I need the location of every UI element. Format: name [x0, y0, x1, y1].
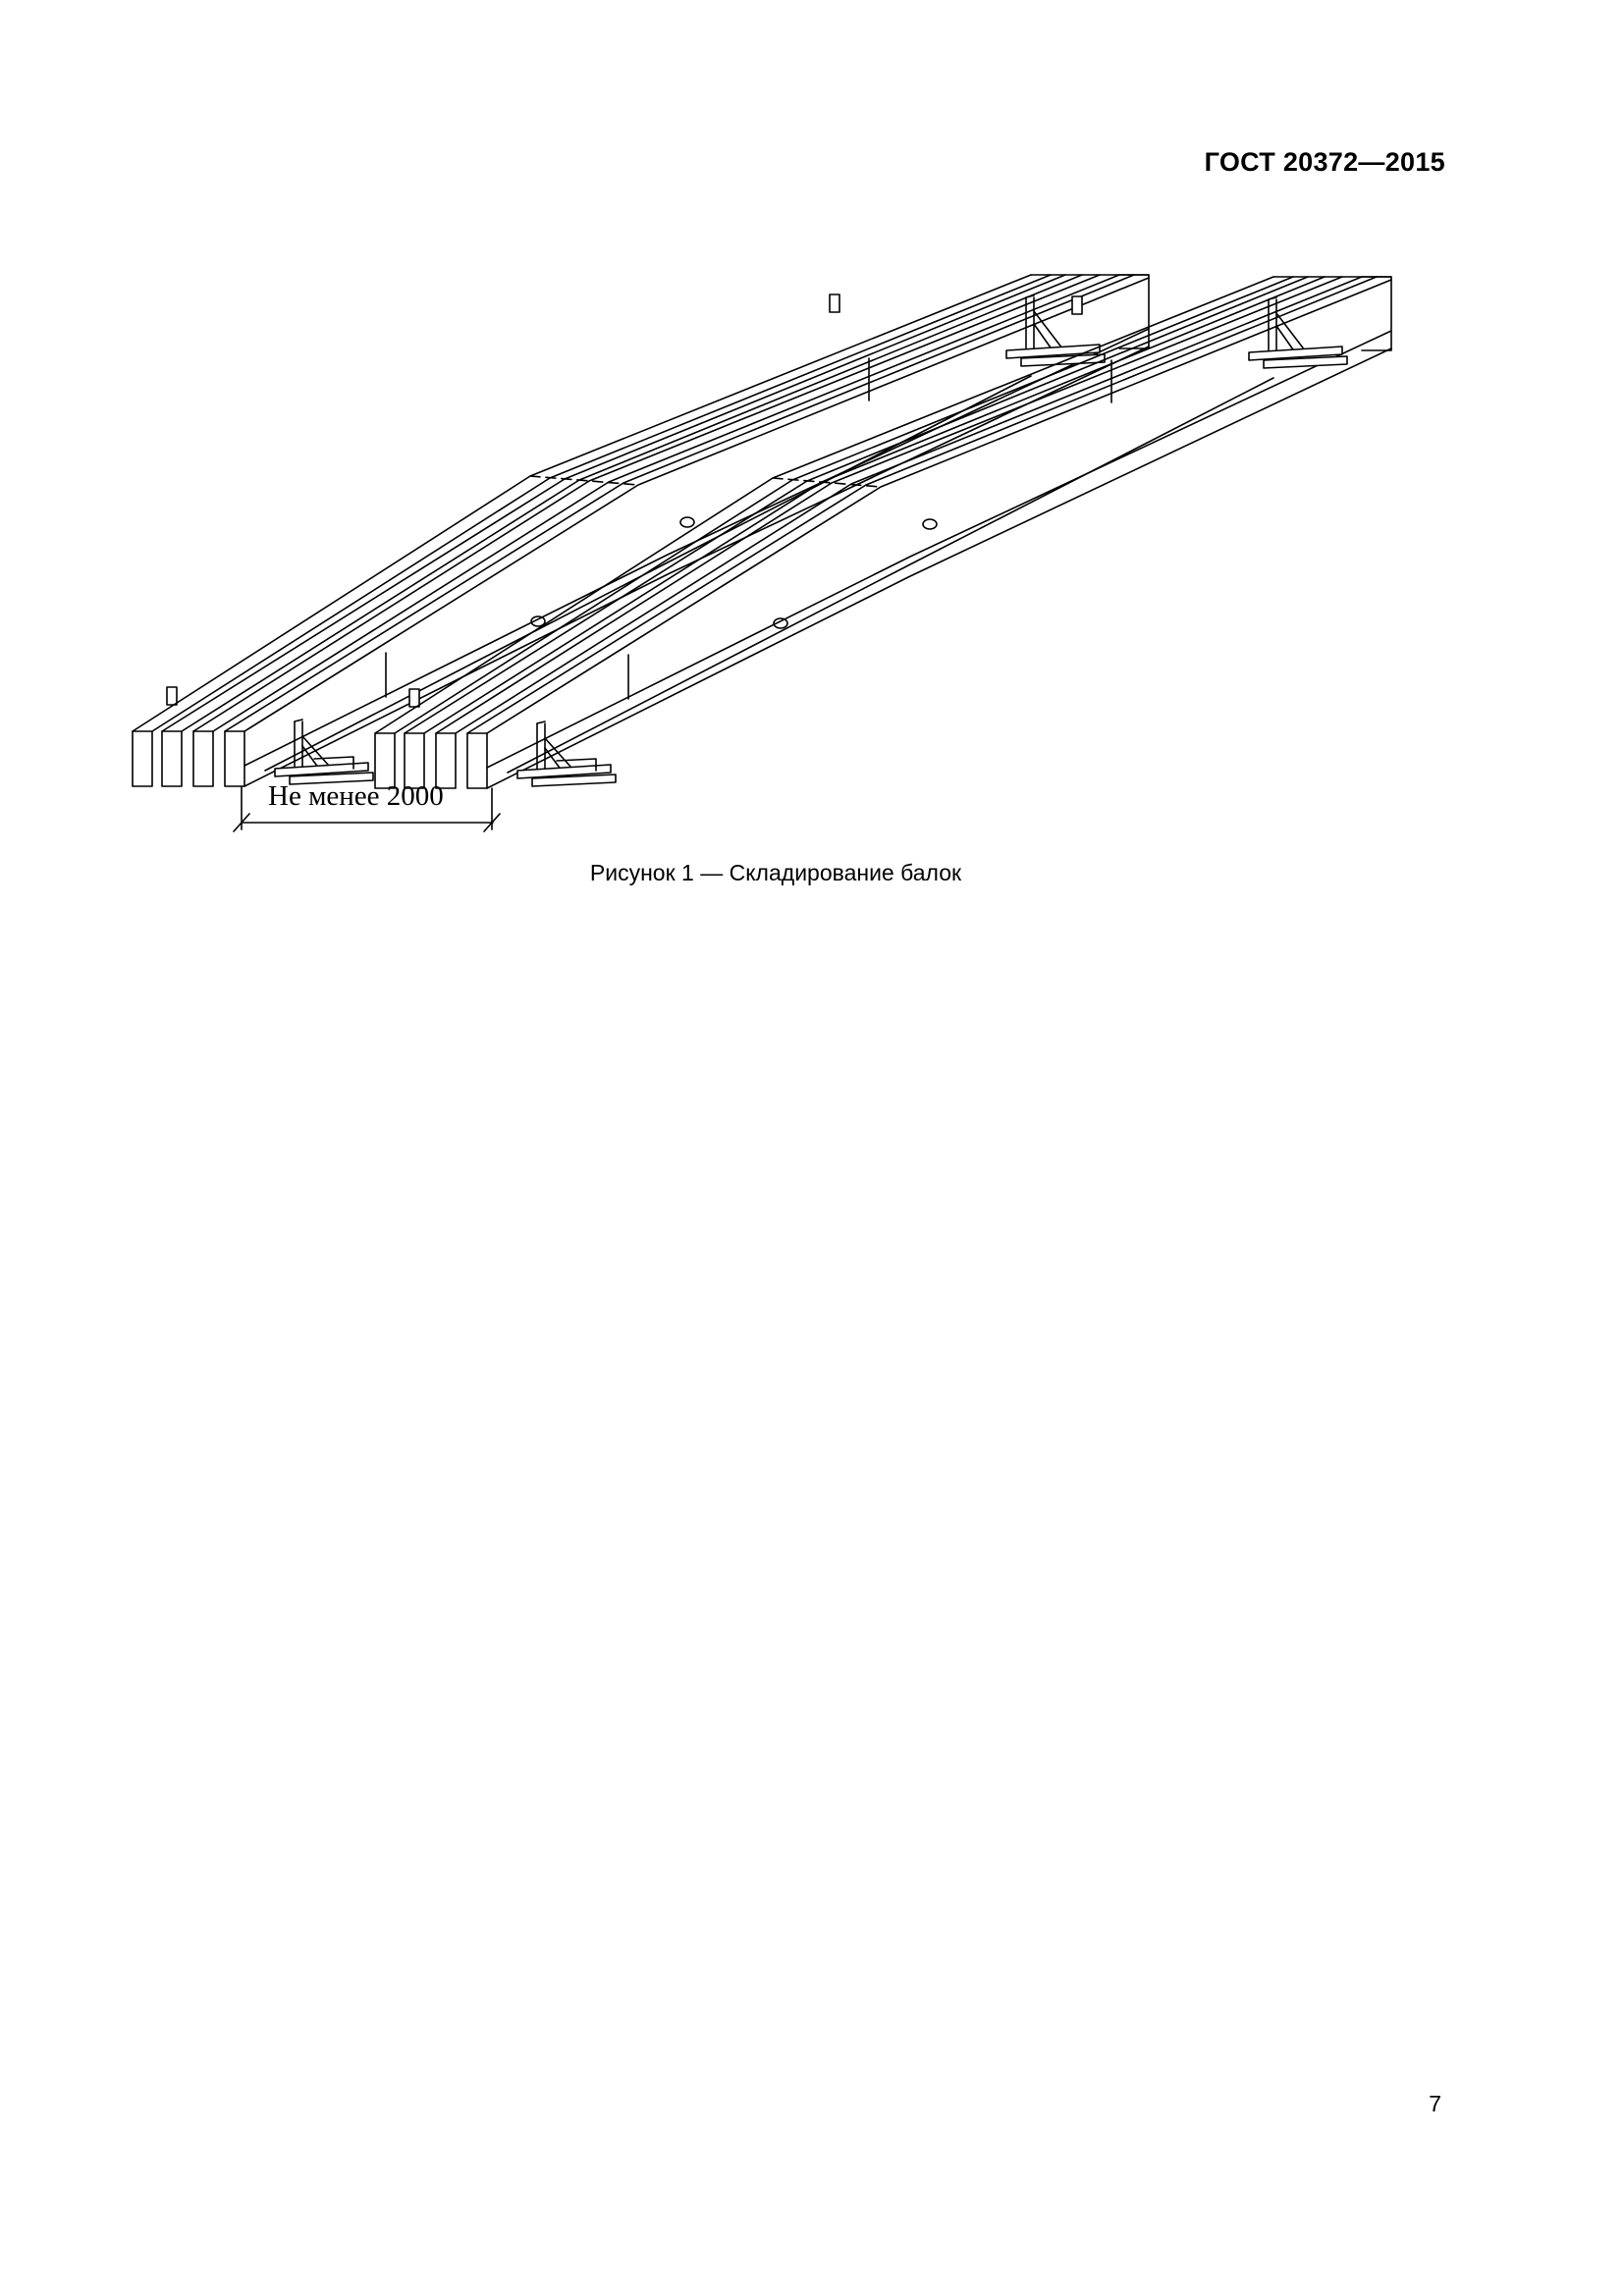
dimension-label: Не менее 2000 — [268, 780, 444, 812]
page-number: 7 — [1429, 2091, 1441, 2116]
document-header: ГОСТ 20372—2015 — [1204, 147, 1445, 177]
beam-storage-drawing — [118, 250, 1434, 859]
left-beam-stack — [133, 275, 1149, 786]
figure-caption: Рисунок 1 — Складирование балок — [589, 860, 962, 885]
beam-storage-figure — [118, 250, 1434, 859]
